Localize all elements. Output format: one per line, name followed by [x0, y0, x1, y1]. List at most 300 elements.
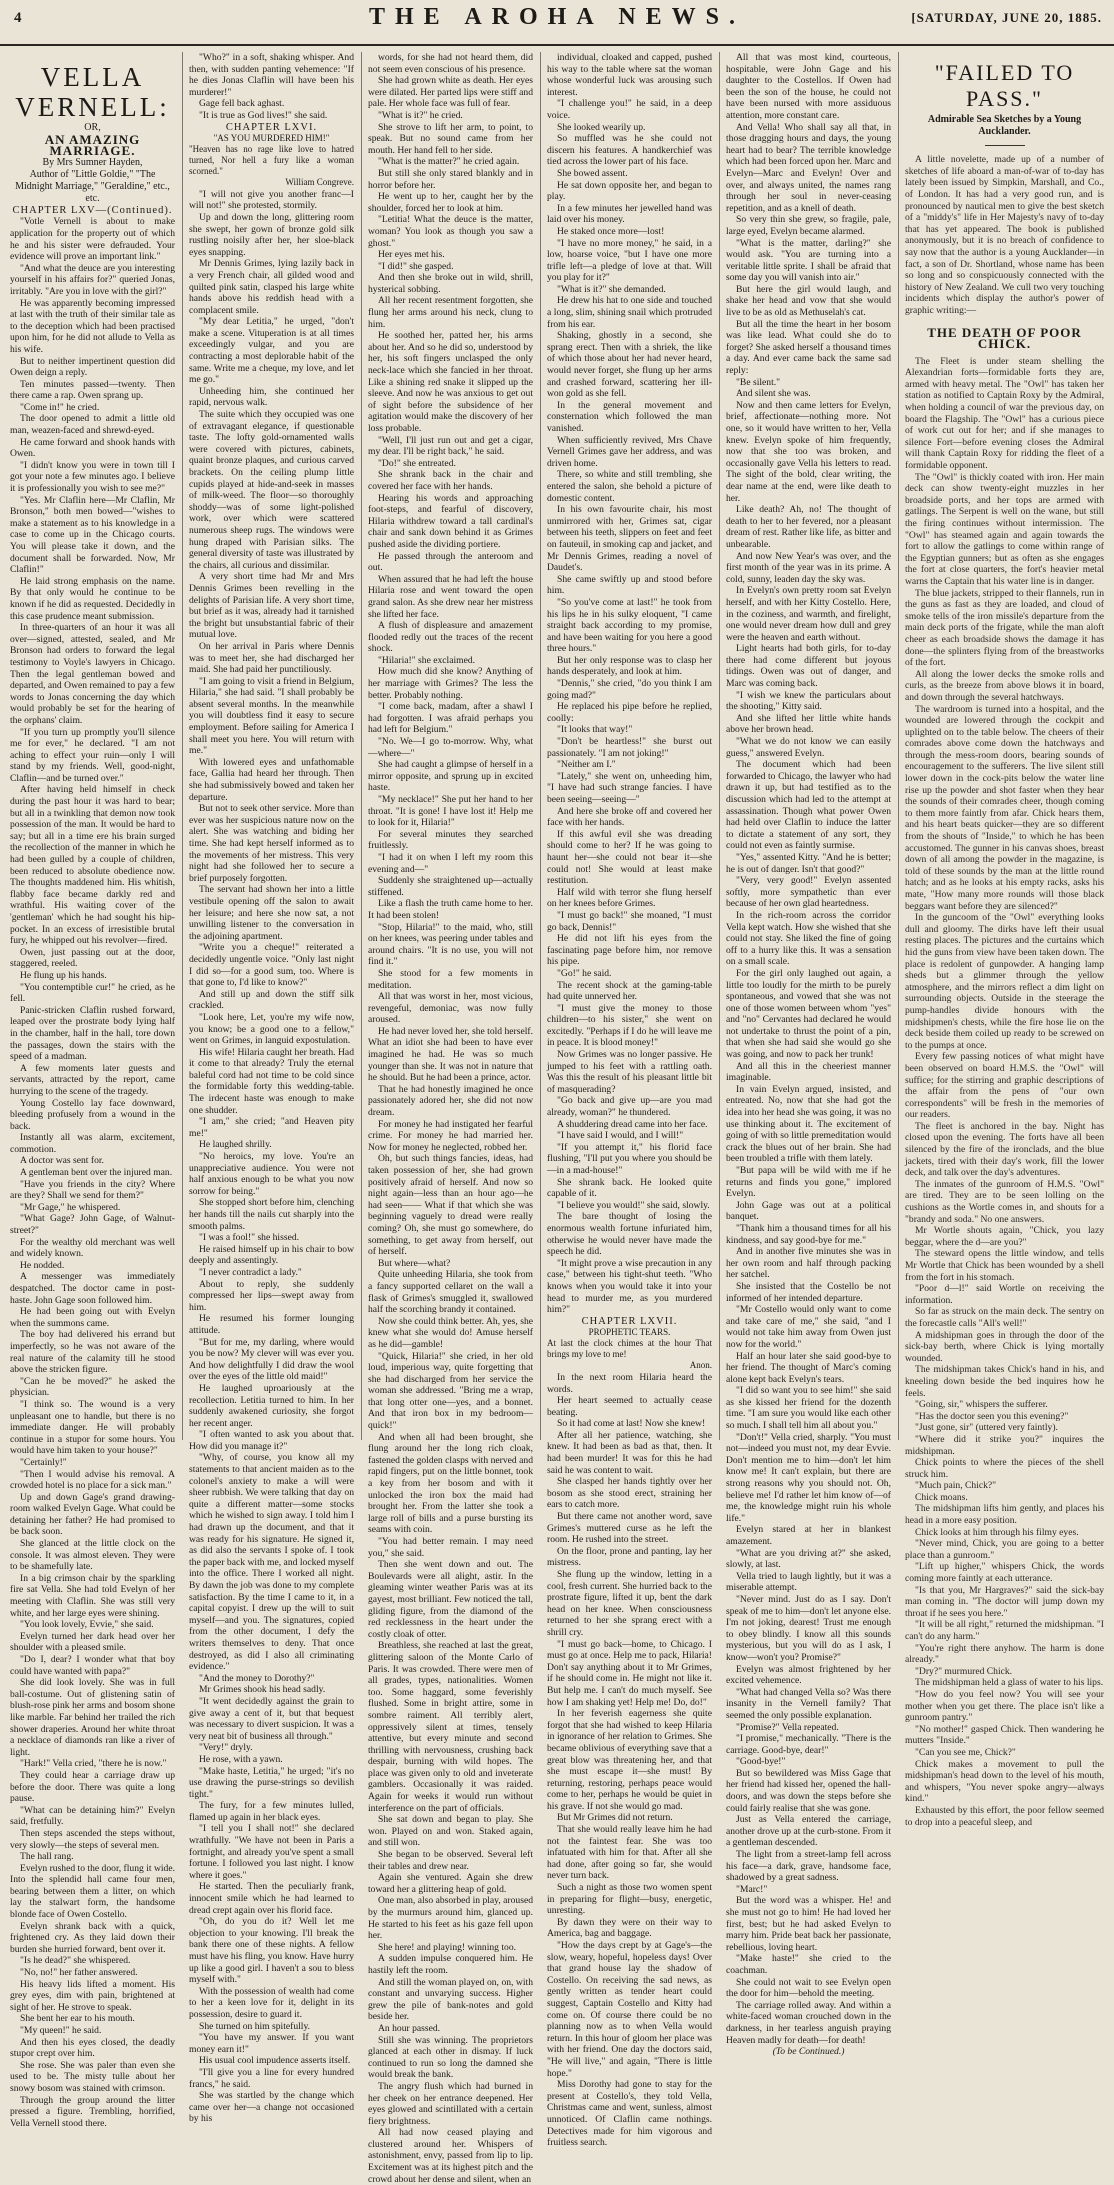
paragraph: "So you've come at last!" he took from his lips he in his sulky eloquent, "I came straight back according to my promise, and have been waiting for you here a good three hours.": [547, 596, 712, 655]
paragraph: "Lately," she went on, unheeding him, "I have had such strange fancies. I have been seeing—seeing—": [547, 770, 712, 805]
paragraph: He replaced his pipe before he replied, coolly:: [547, 701, 712, 724]
paragraph: In vain Evelyn argued, insisted, and entreated. No, now that she had got the idea into her head she was going, it was no use thinking about it. The excitement of going of with so little premeditation would crack the blues out of her brain. She had been troubled a trifle with them lately.: [726, 1083, 891, 1165]
paragraph: A messenger was immediately despatched. The doctor came in post-haste. John Gage soon followed him.: [10, 1271, 175, 1306]
paragraph: "I challenge you!" he said, in a deep voice.: [547, 98, 712, 121]
section-heading: THE DEATH OF POOR CHICK.: [927, 324, 1082, 352]
paragraph: "My queen!" he said.: [20, 2025, 102, 2036]
paragraph: She strove to lift her arm, to point, to speak. But no sound came from her mouth. Her hand fell to her side.: [368, 121, 533, 156]
paragraph: The boy had delivered his errand but imperfectly, so he was not aware of the real nature of the calamity till he stood above the stricken figure.: [10, 1329, 175, 1376]
paragraph: "I promise," mechanically. "There is the carriage. Good-bye, dear!": [726, 1733, 891, 1756]
chapter-subtitle: "AS YOU MURDERED HIM!": [213, 133, 330, 144]
paragraph: He soothed her, patted her, his arms about her. And so he did so, understood by her, his soft fingers unclasped the only neck-lace which she fancied in her throat. Like a shining red snake it slipped up the sleeve. And now he was anxious to get out of sight before the subsidence of her agitation would make the discovery of her loss probable.: [368, 330, 533, 434]
paragraph: "No heroics, my love. You're an unappreciative audience. You were not half anxious enough to be what you now sorrow for being.": [189, 1151, 354, 1197]
column-rule: [719, 52, 720, 1440]
paragraph: Panic-stricken Claflin rushed forward, leaped over the prostrate body lying half in the chamber, half in the hall, tore down the passages, down the stairs with the speed of a madman.: [10, 1004, 175, 1063]
paragraph: Mr Grimes shook his head sadly.: [199, 1684, 326, 1696]
paragraph: He did not lift his eyes from the fascinating page before him, nor remove his pipe.: [547, 933, 712, 968]
paragraph: The "Owl" is thickly coated with iron. Her main deck can show twenty-eight muzzles in her broadside ports, and her tops are armed with gatlings. The Serpent is well on the wane, but still the firing continues without intermission. The "Owl" has steamed again and again towards the fort to allow the gatlings to come within range of the Egyptian gunners; but as often as she engages the fort at close quarters, the fort's heavier metal warns the Captain that his water line is in danger.: [905, 471, 1104, 587]
paragraph: Half wild with terror she flung herself on her knees before Grimes.: [547, 886, 712, 910]
paragraph: She glanced at the little clock on the console. It was almost eleven. They were to be shamefully late.: [10, 1538, 175, 1573]
paragraph: So muffled was he she could not discern his features. A handkerchief was tied across the lower part of his face.: [547, 133, 712, 168]
paragraph: In the general movement and consternation which followed the man vanished.: [547, 399, 712, 434]
paragraph: "Dennis," she cried, "do you think I am going mad?": [547, 678, 712, 701]
paragraph: "Go!" he said.: [557, 967, 612, 979]
paragraph: The midshipman held a glass of water to his lips.: [915, 1677, 1104, 1689]
paragraph: One man, also absorbed in play, aroused by the murmurs around him, glanced up. He started to his feet as his gaze fell upon her.: [368, 1895, 533, 1942]
issue-date: [SATURDAY, JUNE 20, 1885.: [911, 10, 1102, 25]
paragraph: "Promise?" Vella repeated.: [736, 1721, 839, 1733]
paragraph: A doctor was sent for.: [20, 1155, 104, 1167]
paragraph: "But for me, my darling, where would you be now? My clever will was ever you. And how delightfully I did draw the wool over the eyes of the little old maid!": [189, 1336, 354, 1383]
paragraph: "You contemptible cur!" he cried, as he fell.: [10, 981, 175, 1005]
paragraph: In the rich-room across the corridor Vella kept watch. How she wished that she could not stay. She liked the fine of going off to a hurry like this. It was a sensation on a small scale.: [726, 909, 891, 968]
column-rule: [898, 52, 899, 1440]
paragraph: By dawn they were on their way to America, bag and baggage.: [547, 1916, 712, 1940]
paragraph: She clasped her hands tightly over her bosom as she stood erect, straining her ears to catch more.: [547, 1476, 712, 1511]
paragraph: She here! and playing! winning too.: [378, 1941, 517, 1953]
paragraph: About to reply, she suddenly compressed her lips—swept away from him.: [189, 1278, 354, 1313]
paragraph: Breathless, she reached at last the great, glittering saloon of the Monte Carlo of Paris. It was crowded. There were men of all grades, types, nationalities. Women too. Some haggard, some feverishly flushed. Some in bright attire, some in sombre raiment. All terribly alert, oppressively silent at times, tensely attentive, but every minute and second thrilling with nervousness, crushing back despair, burning with wild hopes. The place was given only to old and inveterate gamblers. Occasionally it was raided. Again for weeks it would run without interference on the part of officials.: [368, 1640, 533, 1814]
epigraph-attribution: Anon.: [689, 1360, 712, 1371]
paragraph: On the floor, prone and panting, lay her mistress.: [547, 1545, 712, 1569]
paragraph: She stopped short before him, clenching her hands till the nails cut sharply into the smooth palms.: [189, 1197, 354, 1232]
paragraph: The steward opens the little window, and tells Mr Wortle that Chick has been wounded by a shell from the fort in his stomach.: [905, 1248, 1104, 1283]
paragraph: Up and down the long, glittering room she swept, her gown of bronze gold silk rustling noisily after her, her sloe-black eyes snapping.: [189, 211, 354, 258]
paragraph: A sudden impulse conquered him. He hastily left the room.: [368, 1953, 533, 1976]
masthead: THE AROHA NEWS.: [368, 4, 746, 30]
paragraph: "You're right there anyhow. The harm is done already.": [905, 1642, 1104, 1666]
paragraph: He laughed shrilly.: [199, 1139, 272, 1151]
paragraph: He was apparently becoming impressed at last with the truth of their similar tale as to the deception which had been practised upon him, for he did not allude to Vella as his wife.: [10, 297, 175, 355]
paragraph: But to neither impertinent question did Owen deign a reply.: [10, 355, 175, 379]
paragraph: He had been going out with Evelyn when the summons came.: [10, 1306, 175, 1329]
paragraph: "It looks that way!": [557, 724, 633, 736]
paragraph: His usual cool impudence asserts itself.: [199, 2055, 351, 2067]
paragraph: "It went decidedly against the grain to give away a cent of it, but that bequest was necessary to divert suspicion. It was a very neat bit of business all through.": [189, 1695, 354, 1742]
paragraph: Gage fell back aghast.: [199, 98, 285, 110]
paragraph: A midshipman goes in through the door of the sick-bay berth, where Chick is lying mortally wounded.: [905, 1329, 1104, 1364]
paragraph: "What Gage? John Gage, of Walnut-street?": [10, 1213, 175, 1237]
paragraph: "Never mind, Chick, you are going to a better place than a gunroom.": [905, 1538, 1104, 1561]
paragraph: Chick moans.: [915, 1491, 968, 1503]
paragraph: "Neither am I.": [557, 759, 616, 771]
paragraph: "It is true as God lives!" she said.: [199, 109, 328, 121]
paragraph: The light from a street-lamp fell across his face—a dark, grave, handsome face, shadowed by a great sadness.: [726, 1849, 891, 1884]
paragraph: He laid strong emphasis on the name. By that only would he continue to be known if he did as requested. Decidedly in this case prudence meant submission.: [10, 575, 175, 622]
paragraph: "What is the matter, darling?" she would ask. "You are turning into a veritable little sprite. I shall be afraid that some day you will vanish into air.": [726, 237, 891, 284]
paragraph: "Come in!" he cried.: [20, 401, 100, 413]
paragraph: The angry flush which had burned in her cheek on her entrance deepened. Her eyes glowed and scintillated with a certain fiery brightness.: [368, 2080, 533, 2127]
paragraph: He went up to her, caught her by the shoulder, forced her to look at him.: [368, 191, 533, 214]
paragraph: Her eyes met his.: [378, 249, 445, 261]
paragraph: Evelyn turned her dark head over her shoulder with a pleased smile.: [10, 1630, 175, 1654]
paragraph: "If you turn up promptly you'll silence me for ever," he declared. "I am not aching to effect your ruin—only I will stand by my friends. Well, good-night, Claflin—and be turned over.": [10, 726, 175, 784]
paragraph: For the girl only laughed out again, a little too loudly for the mirth to be purely spontaneous, and vowed that she was not one of those women between whom "yes" and "no" Cervantes had declared he would not undertake to thrust the point of a pin, that when she had said she would go she was going, and now to pack her trunk!: [726, 967, 891, 1061]
story-or: OR,: [84, 122, 101, 133]
paragraph: In the guncoom of the "Owl" everything looks dull and gloomy. The dirks have left their usual resting places. The pictures and the curtains which hid the guns from view have been taken down. The place is redolent of gunpowder. A hanging lamp sheds but a glimmer through the yellow atmosphere, and the mirrors reflect a dim light on surrounding objects. Outside in the steerage the pump-handles divide honours with the midshipmen's chests, while the fire hose lie on the deck beside them coiled up ready to be screwed on to the pumps at once.: [905, 912, 1104, 1051]
paragraph: With lowered eyes and unfathomable face, Gallia had heard her through. Then she had submissively bowed and taken her departure.: [189, 756, 354, 803]
paragraph: The midshipman lifts him gently, and places his head in a more easy position.: [905, 1503, 1104, 1527]
page-number: 4: [14, 10, 22, 26]
paragraph: "Good-bye!": [736, 1756, 786, 1768]
paragraph: His wife! Hilaria caught her breath. Had it come to that already? Truly the eternal baleful cord had not time to be cold since the formidable forty this wedding-table. The irdecent haste was enough to make one shudder.: [189, 1046, 354, 1116]
paragraph: "Votle Vernell is about to make application for the property out of which he and his sister were defrauded. Your evidence will prove an important link.": [10, 216, 175, 263]
paragraph: But her only response was to clasp her hands desperately, and look at him.: [547, 654, 712, 678]
paragraph: But still she only stared blankly and in horror before her.: [368, 167, 533, 191]
paragraph: She could not wait to see Evelyn open the door for him—behold the meeting.: [726, 1976, 891, 2000]
paragraph: "I come back, madam, after a shawl I had forgotten. I was afraid perhaps you had left for Belgium.": [368, 701, 533, 736]
paragraph: "Letitia! What the deuce is the matter, woman? You look as though you saw a ghost.": [368, 214, 533, 249]
paragraph: Chick makes a movement to pull the midshipman's head down to the level of his mouth, and whispers, "You never spoke angry—always kind.": [905, 1758, 1104, 1805]
paragraph: A gentleman bent over the injured man.: [20, 1167, 173, 1179]
paragraph: "I must go back—home, to Chicago. I must go at once. Help me to pack, Hilaria! Don't say anything about it to Mr Grimes, if he should come in. He might not like it. But help me. I can't do much myself. See how I am shaking yet! Help me! Do, do!": [547, 1638, 712, 1708]
paragraph: She did look lovely. She was in full ball-costume. Out of glistening satin of blush-rose pink her arms and bosom shone like marble. Far behind her trailed the rich shower draperies. Around her white throat a necklace of diamonds ran like a river of light.: [10, 1677, 175, 1758]
paragraph: The midshipman takes Chick's hand in his, and kneeling down beside the bed inquires how he feels.: [905, 1364, 1104, 1399]
divider: [985, 145, 1025, 146]
paragraph: "I didn't know you were in town till I got your note a few minutes ago. I believe it is professionally you wish to see me?": [10, 459, 175, 495]
paragraph: The carriage rolled away. And within a white-faced woman crouched down in the darkness, in her tearless anguish praying Heaven madly for death—for death!: [726, 1999, 891, 2046]
paragraph: He passed through the anteroom and out.: [368, 550, 533, 574]
paragraph: "Have you friends in the city? Where are they? Shall we send for them?": [10, 1178, 175, 1202]
paragraph: "But papa will be wild with me if he returns and finds you gone," implored Evelyn.: [726, 1165, 891, 1200]
paragraph: "Hark!" Vella cried, "there he is now.": [20, 1758, 167, 1770]
paragraph: Unheeding him, she continued her rapid, nervous walk.: [189, 385, 354, 409]
paragraph: "Quick, Hilaria!" she cried, in her old loud, imperious way, quite forgetting that she had discharged from her service the woman she addressed. "Bring me a wrap, that long otter one—yes, and a bonnet. And that iron box in my bedroom—quick!": [368, 1350, 533, 1432]
paragraph: "And the money to Dorothy?": [199, 1672, 315, 1684]
paragraph: She shrank back. He looked quite capable of it.: [547, 1176, 712, 1200]
to-be-continued: (To be Continued.): [772, 2046, 845, 2058]
paragraph: He sat down opposite her, and began to play.: [547, 179, 712, 203]
paragraph: But here the girl would laugh, and shake her head and vow that she would live to be as old as Methuselah's cat.: [726, 283, 891, 319]
paragraph: "You have my answer. If you want money earn it!": [189, 2032, 354, 2055]
paragraph: "Oh, do you do it? Well let me objection to your knowing. I'll break the bank there one of these nights. A fellow must have his fling, you know. Have hurry up like a good girl. I haven't a sou to bless myself with.": [189, 1916, 354, 1986]
column-4: [547, 52, 712, 2149]
paragraph: "I have no more money," he said, in a low, hoarse voice, "but I have one more trifle left—a pledge of love at that. Will you play for it?": [547, 237, 712, 284]
paragraph: So far as struck on the main deck. The sentry on the forecastle calls "All's well!": [905, 1306, 1104, 1329]
paragraph: In a few minutes her jewelled hand was laid over his money.: [547, 202, 712, 226]
paragraph: "I was a fool!" she hissed.: [199, 1232, 300, 1244]
paragraph: Young Costello lay face downward, bleeding profusely from a wound in the back.: [10, 1097, 175, 1132]
paragraph: "Why, of course, you know all my statements to that ancient maiden as to the colonel's anxiety to make a will were sheer rubbish. We were talking that day on quite a different matter—some stocks which he wished to sign away. I told him I had drawn up the document, and that it was ready for his signature. He signed it, as did also the servants I spoke of. I took the paper back with me, and locked myself into the office. There I worked all night. By dawn the job was done to my complete satisfaction. By the time I came to it, in a capital copyist. I drew up the will to suit myself—and you. The signatures, copied from the other document, I defy the writers themselves to deny. That once destroyed, as did I also all criminating evidence.": [189, 1452, 354, 1673]
paragraph: "I must go back!" she moaned, "I must go back, Dennis!": [547, 909, 712, 933]
paragraph: A shuddering dread came into her face.: [557, 1118, 708, 1130]
paragraph: If this awful evil she was dreading should come to her? If he was going to haunt her—she could not bear it—she could not! She would at least make restitution.: [547, 828, 712, 887]
paragraph: "No. We—I go to-morrow. Why, what—where—": [368, 736, 533, 759]
paragraph: "I did so want you to see him!" she said as she kissed her friend for the dozenth time. "I am sure you would like each other so much. I shall tell him all about you.": [726, 1385, 891, 1432]
paragraph: "Do!" she entreated.: [378, 457, 456, 469]
paragraph: "Lift up higher," whispers Chick, the words coming more faintly at each utterance.: [905, 1561, 1104, 1585]
paragraph: The bare thought of losing the enormous wealth fortune infuriated him, otherwise he would never have made the speech he did.: [547, 1211, 712, 1258]
paragraph: Now Grimes was no longer passive. He jumped to his feet with a rattling oath. Was this the result of his pleasant little bit of masquerading?: [547, 1049, 712, 1095]
paragraph: He resumed his former lounging attitude.: [189, 1313, 354, 1336]
paragraph: Like death? Ah, no! The thought of death to her to her fevered, nor a pleasant dream of rest. Rather like life, as bitter and unbearable.: [726, 504, 891, 550]
paragraph: And Vella! Who shall say all that, in those dragging hours and days, the young heart had to bear? The terrible knowledge which had been forced upon her. Marc and Evelyn—Marc and Evelyn! Over and over, and always united, the names rang through her soul in never-ceasing repetition, and as a knell of death.: [726, 121, 891, 214]
paragraph: "I am going to visit a friend in Belgium, Hilaria," she had said. "I shall probably be absent several months. In the meanwhile you will doubtless find it easy to secure employment. Before sailing for America I shall meet you here. You will return with me.": [189, 675, 354, 757]
paragraph: And all this in the cheeriest manner imaginable.: [726, 1060, 891, 1084]
paragraph: Every few passing notices of what might have been observed on board H.M.S. the "Owl" will suffice; for the stirring and graphic descriptions of the affair from the pens of "our own correspondents" will be fresh in the memories of our readers.: [905, 1051, 1104, 1121]
paragraph: Shaking, ghostly in a second, she sprang erect. Then with a shriek, the like of which those about her had never heard, would never forget, she flung up her arms and crashed forward, scattering her ill-won gold as she fell.: [547, 330, 712, 400]
paragraph: "I will not give you another franc—I will not!" she protested, stormily.: [189, 188, 354, 212]
paragraph: "Certainly!": [20, 1456, 67, 1468]
paragraph: "If you attempt it," his florid face flushing, "I'll put you where you should be—in a mad-house!": [547, 1141, 712, 1176]
paragraph: All that was most kind, courteous, hospitable, were John Gage and his daughter to the Costellos. If Owen had been the son of the house, he could not have been nursed with more assiduous attention, more constant care.: [726, 52, 891, 121]
paragraph: She flung up the window, letting in a cool, fresh current. She hurried back to the prostrate figure, lifted it up, bent the dark head on her knee. When consciousness returned to her she sprang erect with a shrill cry.: [547, 1569, 712, 1638]
paragraph: "I must give the money to those children—to his sister," she went on excitedly. "Perhaps if I do he will leave me in peace. It is blood money!": [547, 1002, 712, 1049]
paragraph: Evelyn rushed to the door, flung it wide. Into the splendid hall came four men, bearing between them a litter, on which lay the stalwart form, the handsome blonde face of Owen Costello.: [10, 1862, 175, 1921]
paragraph: "Well, I'll just run out and get a cigar, my dear. I'll be right back," he said.: [368, 434, 533, 458]
paragraph: She insisted that the Costello be not informed of her intended departure.: [726, 1280, 891, 1304]
paragraph: The document which had been forwarded to Chicago, the lawyer who had drawn it up, but had testified as to the discussion which had led to the attempt at assassination. Though what power Owen had held over Claflin to induce the latter to dictate a statement of any sort, they could not even as faintly surmise.: [726, 759, 891, 852]
paragraph: When sufficiently revived, Mrs Chave Vernell Grimes gave her address, and was driven home.: [547, 434, 712, 469]
paragraph: And when all had been brought, she flung around her the long rich cloak, fastened the golden clasps with nerved and rapid fingers, put on the little bonnet, took a key from her bosom and with it unlocked the iron box the maid had brought her. From the latter she took a large roll of bills and a purse bursting its seams with coin.: [368, 1431, 533, 1536]
article-title: "FAILED TO PASS.": [934, 60, 1075, 111]
paragraph: In a big crimson chair by the sparkling fire sat Vella. She had told Evelyn of her meeting with Claflin. She was still very white, and her large eyes were shining.: [10, 1572, 175, 1619]
paragraph: "Stop, Hilaria!" to the maid, who, still on her knees, was peering under tables and around chairs. "It is no use, you will not find it.": [368, 921, 533, 968]
paragraph: She looked wearily up.: [557, 121, 646, 133]
paragraph: He raised himself up in his chair to bow deeply and assentingly.: [189, 1243, 354, 1267]
paragraph: "Much pain, Chick?": [915, 1480, 997, 1492]
paragraph: In his own favourite chair, his most unmirrored with her, Grimes sat, cigar between his teeth, slippers on feet and feet on fauteuil, in smoking cap and jacket, and Mr Dennis Grimes, reading a novel of Daudet's.: [547, 504, 712, 574]
chapter-heading: CHAPTER LXVI.: [225, 121, 318, 133]
paragraph: Owen, just passing out at the door, staggered, reeled.: [10, 946, 175, 970]
paragraph: She stood for a few moments in meditation.: [368, 967, 533, 991]
chapter-subtitle: PROPHETIC TEARS.: [588, 1327, 671, 1338]
paragraph: "Very, very good!" Evelyn assented softly, more sympathetic than ever because of her own glad heartedness.: [726, 875, 891, 910]
paragraph: She shrank back in the chair and covered her face with her hands.: [368, 469, 533, 492]
paragraph: "No mother!" gasped Chick. Then wandering he mutters "Inside.": [905, 1723, 1104, 1747]
paragraph: But the word was a whisper. He! and she must not go to him! He had loved her first, best; but he had asked Evelyn to marry him. Pride beat back her passionate, rebellious, loving heart.: [726, 1895, 891, 1953]
epigraph: At last the clock chimes at the hour That brings my love to me!: [547, 1338, 712, 1360]
paragraph: For several minutes they searched fruitlessly.: [368, 828, 533, 852]
paragraph: Vella tried to laugh lightly, but it was a miserable attempt.: [726, 1570, 891, 1594]
paragraph: Half an hour later she said good-bye to her friend. The thought of Marc's coming alone kept back Evelyn's tears.: [726, 1350, 891, 1385]
column-rule: [540, 52, 541, 1440]
paragraph: He had never loved her, she told herself. What an idiot she had been to have ever imagined he had. He was so much younger than she. It was not in nature that he should. But he had been a prince, actor.: [368, 1025, 533, 1084]
paragraph: After all her patience, watching, she knew. It had been as bad as that, then. It had been murder! It was for this he had said he was content to wait.: [547, 1429, 712, 1476]
paragraph: "I'll give you a line for every hundred francs," he said.: [189, 2066, 354, 2090]
column-2: [189, 52, 354, 2125]
paragraph: She had grown white as death. Her eyes were dilated. Her parted lips were stiff and pale. Her whole face was full of fear.: [368, 75, 533, 110]
chapter-heading: CHAPTER LXVII.: [581, 1315, 678, 1327]
paragraph: "Going, sir," whispers the sufferer.: [915, 1399, 1048, 1411]
paragraph: The hall rang.: [20, 1851, 74, 1863]
paragraph: Evelyn stared at her in blankest amazement.: [726, 1524, 891, 1547]
paragraph: "It will be all right," returned the midshipman. "I can't do any harm.": [905, 1619, 1104, 1642]
paragraph: "Look here, Let, you're my wife now, you know; be a good one to a fellow," went on Grimes, in languid expostulation.: [189, 1011, 354, 1047]
paragraph: "Is he dead?" she whispered.: [20, 1955, 131, 1967]
paragraph: Still she was winning. The proprietors glanced at each other in dismay. If luck continued to run so long the damned she would break the bank.: [368, 2034, 533, 2081]
paragraph: The suite which they occupied was one of extravagant elegance, if questionable taste. The lofty gold-ornamented walls were covered with pictures, cabinets, quaint bronze plaques, and curious carved brackets. On the ceiling plump little cupids played at hide-and-seek in masses of milk-weed. The floor—so thoroughly shoddy—was of some light-polished work, over which were scattered numerous sheep rugs. The windows were hung draped with Parisian silks. The general diversity of taste was illustrated by the chairs, all curious and dissimilar.: [189, 409, 354, 571]
paragraph: The door opened to admit a little old man, weazen-faced and shrewd-eyed.: [10, 413, 175, 437]
paragraph: A little novelette, made up of a number of sketches of life aboard a man-of-war of to-day has lately been issued by Simpkin, Marshall, and Co., of London. It has had a very good run, and is pronounced by nautical men to give the best sketch of a "middy's" life in Her Majesty's navy of to-day that has yet appeared. The book is published anonymously, but it is no breach of confidence to say now that the author is a young Aucklander—in fact, a son of Dr. Shortland, whose name has been so long and so conspicuously connected with the history of New Zealand. We cull two very touching incidents which display the author's power of graphic writing:—: [905, 154, 1104, 316]
paragraph: Evelyn shrank back with a quick, frightened cry. As they laid down their burden she hurried forward, bent over it.: [10, 1920, 175, 1955]
paragraph: And here she broke off and covered her face with her hands.: [547, 805, 712, 829]
paragraph: For the wealthy old merchant was well and widely known.: [10, 1236, 175, 1260]
paragraph: She was startled by the change which came over her—a change not occasioned by his: [189, 2090, 354, 2125]
paragraph: He started. Then the peculiarly frank, innocent smile which he had learned to dread crept again over his florid face.: [189, 1881, 354, 1916]
paragraph: "Where did it strike you?" inquires the midshipman.: [905, 1433, 1104, 1457]
paragraph: She rose. She was paler than even she used to be. The misty tulle about her snowy bosom was stained with crimson.: [10, 2059, 175, 2094]
paragraph: And in another five minutes she was in her own room and half through packing her satchel.: [726, 1246, 891, 1281]
paragraph: All her recent resentment forgotten, she flung her arms around his neck, clung to him.: [368, 295, 533, 330]
paragraph: He rose, with a yawn.: [199, 1753, 283, 1765]
paragraph: She sat down and began to play. She won. Played on and won. Staked again, and still won.: [368, 1814, 533, 1849]
paragraph: "I believe you would!" she said, slowly.: [557, 1199, 710, 1211]
paragraph: The servant had shown her into a little vestibule opening off the salon to await her leisure; and here she now sat, a not unwilling listener to the conversation in the adjoining apartment.: [189, 884, 354, 942]
paragraph: When assured that he had left the house Hilaria rose and went toward the open grand salon. As she drew near her mistress she lifted her face.: [368, 573, 533, 620]
column-rule: [182, 52, 183, 1440]
story-credits: Author of "Little Goldie," "The Midnight Marriage," "Geraldine," etc., etc.: [15, 168, 170, 204]
paragraph: They could hear a carriage draw up before the door. There was quite a long pause.: [10, 1769, 175, 1805]
paragraph: "What is it?" he cried.: [378, 109, 463, 121]
paragraph: In her feverish eagerness she quite forgot that she had wished to keep Hilaria in ignorance of her relation to Grimes. She became oblivious of everything save that a great blow was threatening her, and that she must escape it—she must! By returning, restoring, perhaps peace would come to her, perhaps he would be quiet in his grave. If not she would go mad.: [547, 1708, 712, 1812]
paragraph: Oh, but such things fancies, ideas, had taken possession of her, she had grown positively afraid of herself. And now so night again—less than an hour ago—he had seen—— What if that which she was beginning vaguely to dread were really coming? Oh, she must go somewhere, do something, to get away from herself, out of herself.: [368, 1153, 533, 1258]
paragraph: So it had come at last! Now she knew!: [557, 1418, 706, 1430]
paragraph: She bowed assent.: [557, 167, 628, 179]
paragraph: "Make haste, Letitia," he urged; "it's no use drawing the purse-strings so devilish tight.": [189, 1765, 354, 1800]
paragraph: An hour passed.: [378, 2022, 441, 2034]
paragraph: "Thank him a thousand times for all his kindness, and say good-bye for me.": [726, 1222, 891, 1246]
paragraph: "Be silent.": [736, 376, 781, 388]
story-subtitle: AN AMAZING MARRIAGE.: [44, 131, 141, 159]
paragraph: "I did!" she gasped.: [378, 260, 454, 272]
paragraph: On her arrival in Paris where Dennis was to meet her, she had discharged her maid. She had paid her punctiliously.: [189, 640, 354, 676]
paragraph: "Hilaria!" she exclaimed.: [378, 654, 476, 666]
paragraph: A very short time had Mr and Mrs Dennis Grimes been revelling in the delights of Parisian life. A very short time, but brief as it was, already had it tarnished the bright but unsubstantial fabric of their mutual love.: [189, 571, 354, 641]
paragraph: Then she went down and out. The Boulevards were all alight, astir. In the gleaming winter weather Paris was at its gayest, most brilliant. Few noticed the tall, gliding figure, from the diamond of the red recklessness in the heart under the costly cloak of otter.: [368, 1559, 533, 1640]
paragraph: But there came not another word, save Grimes's muttered curse as he left the room. He rushed into the street.: [547, 1511, 712, 1546]
paragraph: She had caught a glimpse of herself in a mirror opposite, and sprung up in excited haste.: [368, 759, 533, 794]
paragraph: That she would really leave him he had not the faintest fear. She was too infatuated with him for that. After all she had done, after going so far, she would never turn back.: [547, 1824, 712, 1882]
paragraph: words, for she had not heard them, did not seem even conscious of his presence.: [368, 52, 533, 75]
paragraph: Evelyn was almost frightened by her excited vehemence.: [726, 1663, 891, 1687]
paragraph: All that was worst in her, most vicious, revengeful, demoniac, was now fully aroused.: [368, 991, 533, 1026]
story-byline: By Mrs Sumner Hayden,: [42, 156, 143, 168]
column-1: [10, 52, 175, 2129]
paragraph: The inmates of the gunroom of H.M.S. "Owl" are tired. They are to be seen lolling on the cushions as the Wortle comes in, and shouts for a "brandy and soda." No one answers.: [905, 1178, 1104, 1225]
paragraph: The fleet is anchored in the bay. Night has closed upon the evening. The forts have all been silenced by the fire of the ironclads, and the blue jackets, tired with their day's work, fill the lower deck, and talk over the day's adventures.: [905, 1120, 1104, 1179]
paragraph: "Marc!": [736, 1883, 768, 1895]
paragraph: That he had honestly imagined he once passionately adored her, she did not now dream.: [368, 1083, 533, 1119]
paragraph: Light hearts had both girls, for to-day there had come different but joyous tidings. Owen was out of danger, and Marc was coming back.: [726, 643, 891, 690]
paragraph: And she lifted her little white hands above her brown head.: [726, 712, 891, 736]
paragraph: She turned on him spitefully.: [199, 2020, 311, 2032]
epigraph: "Heaven has no rage like love to hatred turned, Nor hell a fury like a woman scorned.": [189, 144, 354, 177]
paragraph: "I never contradict a lady.": [199, 1266, 302, 1278]
paragraph: Miss Dorothy had gone to stay for the present at Costello's, they told Vella, Christmas came and went, sunless, almost unnoticed. Of Claflin came nothings. Detectives made for him vigorous and fruitless search.: [547, 2079, 712, 2149]
paragraph: "What are you driving at?" she asked, slowly, at last.: [726, 1547, 891, 1571]
paragraph: "Then I would advise his removal. A crowded hotel is no place for a sick man.": [10, 1468, 175, 1492]
paragraph: In three-quarters of an hour it was all over—signed, attested, sealed, and Mr Bronson had orders to forward the legal testimony to Voyle's lawyers in Chicago. Then the legal gentleman bowed and departed, and Owen remained to pay a few words to Jonas concerning the day which would probably be set for the hearing of the orphans' claim.: [10, 622, 175, 726]
column-rule: [361, 52, 362, 1440]
paragraph: "How the days crept by at Gage's—the slow, weary, hopeful, hopeless days! Over that grand house lay the shadow of Costello. On receiving the sad news, as gently written as tender heart could suggest, Captain Costello and Kitty had come on. Of course there could be no planning now as to when Vella would return. In this hour of gloom her place was with her friend. One day the doctors said, "He will live," and again, "There is little hope.": [547, 1940, 712, 2079]
paragraph: Chick points to where the pieces of the shell struck him.: [905, 1457, 1104, 1480]
paragraph: The fury, for a few minutes lulled, flamed up again in her black eyes.: [189, 1800, 354, 1823]
paragraph: He staked once more—lost!: [557, 225, 665, 237]
paragraph: The wardroom is turned into a hospital, and the wounded are lowered through the cockpit and uplighted on to the table below. The cheers of their comrades above come down the hatchways and through the mess-room doors, bearing sounds of encouragement to the sufferers. The live silent still lower down in the cock-pits below the water line rise up the powder and shot faster when they hear the sounds of their comrades cheer, though coming to them more faintly from afar. Chick hears them, and his heart beats quicker—they are so different from the shouts of "Inside," to which he has been accustomed. The gunner in his canvas shoes, breast down of all among the powder in the magazine, is told of these sounds by the man at the little round hatch; and as he looks at his empty racks, asks his mate, "How many more rounds will those black beggars want before they are silenced?": [905, 703, 1104, 912]
paragraph: The recent shock at the gaming-table had quite unnerved her.: [547, 979, 712, 1003]
paragraph: A few moments later guests and servants, attracted by the report, came hurrying to the scene of the tragedy.: [10, 1062, 175, 1097]
paragraph: The Fleet is under steam shelling the Alexandrian forts—formidable forts they are, armed with heavy metal. The "Owl" has taken her station as notified to Captain Roxy by the Admiral, when holding a council of war the previous day, on board the Flagship. The "Owl" has a curious piece of work cut out for her; and if she manages to silence Fort—before evening closes the Admiral will thank Captain Roxy for ridding the fleet of a formidable opponent.: [905, 355, 1104, 472]
paragraph: "Just gone, sir" (uttered very faintly).: [915, 1422, 1058, 1434]
paragraph: And now New Year's was over, and the first month of the year was in its prime. A cold, sunny, leaden day the sky was.: [726, 550, 891, 585]
paragraph: "Do I, dear? I wonder what that boy could have wanted with papa?": [10, 1654, 175, 1677]
paragraph: But so bewildered was Miss Gage that her friend had kissed her, opened the hall-doors, and was down the steps before she could fairly realise that she was gone.: [726, 1767, 891, 1814]
paragraph: She came swiftly up and stood before him.: [547, 573, 712, 597]
paragraph: "Yes. Mr Claflin here—Mr Claflin, Mr Bronson," both men bowed—"wishes to make a statement as to his knowledge in a case to come up in the Chicago courts. You will please take it down, and the document shall be forwarded. Now, Mr Claflin!": [10, 494, 175, 576]
paragraph: "I had it on when I left my room this evening and—": [368, 851, 533, 875]
paragraph: Exhausted by this effort, the poor fellow seemed to drop into a peaceful sleep, and: [905, 1804, 1104, 1828]
paragraph: "Don't!" Vella cried, sharply. "You must not—indeed you must not, my dear Evvie. Don't mention me to him—don't let him know me! It can't explain, but there are strong reasons why you should not. Oh, believe me! I'd rather let him know of—of me, the knowledge might ruin his whole life.": [726, 1431, 891, 1524]
paragraph: Chick looks at him through his filmy eyes.: [915, 1526, 1079, 1538]
paragraph: "Go back and give up—are you mad already, woman?" he thundered.: [547, 1095, 712, 1119]
paragraph: And silent she was.: [736, 388, 811, 400]
paragraph: His heavy lids lifted a moment. His grey eyes, dim with pain, brightened at sight of her. He strove to speak.: [10, 1978, 175, 2013]
paragraph: "Very!" dryly.: [199, 1742, 253, 1754]
paragraph: "Don't be heartless!" she burst out passionately. "I am not joking!": [547, 736, 712, 759]
paragraph: "What is the matter?" he cried again.: [378, 156, 520, 168]
paragraph: And then his eyes closed, the deadly stupor crept over him.: [10, 2036, 175, 2060]
paragraph: Suddenly she straightened up—actually stiffened.: [368, 875, 533, 898]
paragraph: But not to seek other service. More than ever was her suspicious nature now on the alert. She was watching and biding her time. She had kept herself informed as to the movements of her mistress. This very night had she followed her to secure a brief purposely forgotten.: [189, 803, 354, 884]
chapter-heading: CHAPTER LXV—(Continued).: [12, 204, 173, 216]
paragraph: "What can be detaining him?" Evelyn said, fretfully.: [10, 1804, 175, 1828]
paragraph: All along the lower decks the smoke rolls and curls, as the breeze from above blows it in board, and down through the several hatchways.: [905, 668, 1104, 703]
paragraph: "Dry?" murmured Chick.: [915, 1665, 1013, 1677]
paragraph: Mr Wortle shouts again, "Chick, you lazy beggar, where the d—are you?": [905, 1225, 1104, 1248]
paragraph: Instantly all was alarm, excitement, commotion.: [10, 1132, 175, 1155]
paragraph: Just as Vella entered the carriage, another drove up at the curb-stone. From it a gentleman descended.: [726, 1814, 891, 1849]
paragraph: He flung up his hands.: [20, 969, 107, 981]
paragraph: "And what the deuce are you interesting yourself in his affairs for?" queried Jonas, irritably. "Are you in love with the girl?": [10, 262, 175, 297]
paragraph: So very thin she grew, so fragile, pale, large eyed, Evelyn became alarmed.: [726, 214, 891, 237]
paragraph: "I often wanted to ask you about that. How did you manage it?": [189, 1429, 354, 1452]
paragraph: Such a night as those two women spent in preparing for flight—busy, energetic, unresting.: [547, 1882, 712, 1917]
paragraph: "Yes," assented Kitty. "And he is better; he is out of danger. Isn't that good?": [726, 851, 891, 875]
paragraph: Ten minutes passed—twenty. Then there came a rap. Owen sprang up.: [10, 378, 175, 402]
paragraph: "Never mind. Just do as I say. Don't speak of me to him—don't let anyone else. I'm not joking, dearest! Trust me enough to obey blindly. I know all this sounds mysterious, but you will do as I ask, I know—won't you? Promise?": [726, 1593, 891, 1663]
paragraph: "I have said I would, and I will!": [557, 1130, 684, 1142]
paragraph: "Is that you, Mr Hargraves?" said the sick-bay man coming in. "The doctor will jump down my throat if he sees you here.": [905, 1584, 1104, 1619]
column-6: [905, 52, 1104, 1828]
paragraph: "I think so. The wound is a very unpleasant one to handle, but there is no immediate danger. He will probably continue in a stupor for some hours. You would have him taken to your house?": [10, 1398, 175, 1457]
paragraph: He came forward and shook hands with Owen.: [10, 436, 175, 460]
paragraph: Up and down Gage's grand drawing-room walked Evelyn Gage. What could be detaining her father? He had promised to be back soon.: [10, 1491, 175, 1538]
page-header: [0, 0, 1114, 46]
paragraph: "I wish we knew the particulars about the shooting," Kitty said.: [726, 689, 891, 713]
paragraph: "Write you a cheque!" reiterated a decidedly ungentle voice. "Only last night I did so—for a good sum, too. Where is that gone to, I'd like to know?": [189, 942, 354, 989]
paragraph: The blue jackets, stripped to their flannels, run in the guns as fast as they are loaded, and cloud of smoke tells of the iron missile's departure from the main deck ports of the frigate, while the man aloft cheer as each broadside shows the damage it has done—the splinters flying from of the breastworks of the fort.: [905, 587, 1104, 669]
paragraph: "You look lovely, Evvie," she said.: [20, 1619, 154, 1631]
paragraph: "I tell you I shall not!" she declared wrathfully. "We have not been in Paris a fortnight, and already you've spent a small fortune. I followed you last night. I know where it goes.": [189, 1823, 354, 1881]
paragraph: "Mr Costello would only want to come and take care of me," she said, "and I would not take him away from Owen just now for the world.": [726, 1304, 891, 1350]
paragraph: "Has the doctor seen you this evening?": [915, 1410, 1069, 1422]
paragraph: individual, cloaked and capped, pushed his way to the table where sat the woman whose wonderful luck was arousing such interest.: [547, 52, 712, 98]
column-5: [726, 52, 891, 2058]
paragraph: He laughed uproariously at the recollection. Letitia turned to him. In her suddenly awakened curiosity, she forgot her recent anger.: [189, 1382, 354, 1429]
paragraph: And then she broke out in wild, shrill, hysterical sobbing.: [368, 272, 533, 295]
paragraph: But all the time the heart in her bosom was like lead. What could she do to forget? She asked herself a thousand times a day. And ever came back the same sad reply:: [726, 318, 891, 377]
column-3: [368, 52, 533, 2185]
paragraph: And still the woman played on, on, with constant and unvarying success. Higher grew the pile of bank-notes and gold beside her.: [368, 1976, 533, 2023]
paragraph: In Evelyn's own pretty room sat Evelyn herself, and with her Kitty Costello. Here, in the coziness, and warmth, and firelight, one would never dream how dull and grey were the heaven and earth without.: [726, 585, 891, 643]
paragraph: After having held himself in check during the past hour it was hard to bear; but all in a twinkling that demon now took possession of the man. It would be hard to say; but all in a time ere his brain surged the recollection of the manner in which he had been gulled by a couple of children, been reduced to absolute obedience now. The thoughts maddened him. His whitish, flabby face became darkly red and wrathful. His waiting cover of the 'gentleman' which he had sought his hip-pocket. In an excess of irresistible brutal fury, he whipped out his revolver—fired.: [10, 784, 175, 947]
paragraph: "Make haste!" she cried to the coachman.: [726, 1953, 891, 1976]
paragraph: She began to be observed. Several left their tables and drew near.: [368, 1849, 533, 1872]
paragraph: "Who?" in a soft, shaking whisper. And then, with sudden panting vehemence: "If he dies Jonas Claflin will have been his murderer!": [189, 52, 354, 98]
paragraph: "Can you see me, Chick?": [915, 1746, 1016, 1758]
paragraph: There, so white and still trembling, she entered the salon, she behold a picture of domestic content.: [547, 469, 712, 504]
